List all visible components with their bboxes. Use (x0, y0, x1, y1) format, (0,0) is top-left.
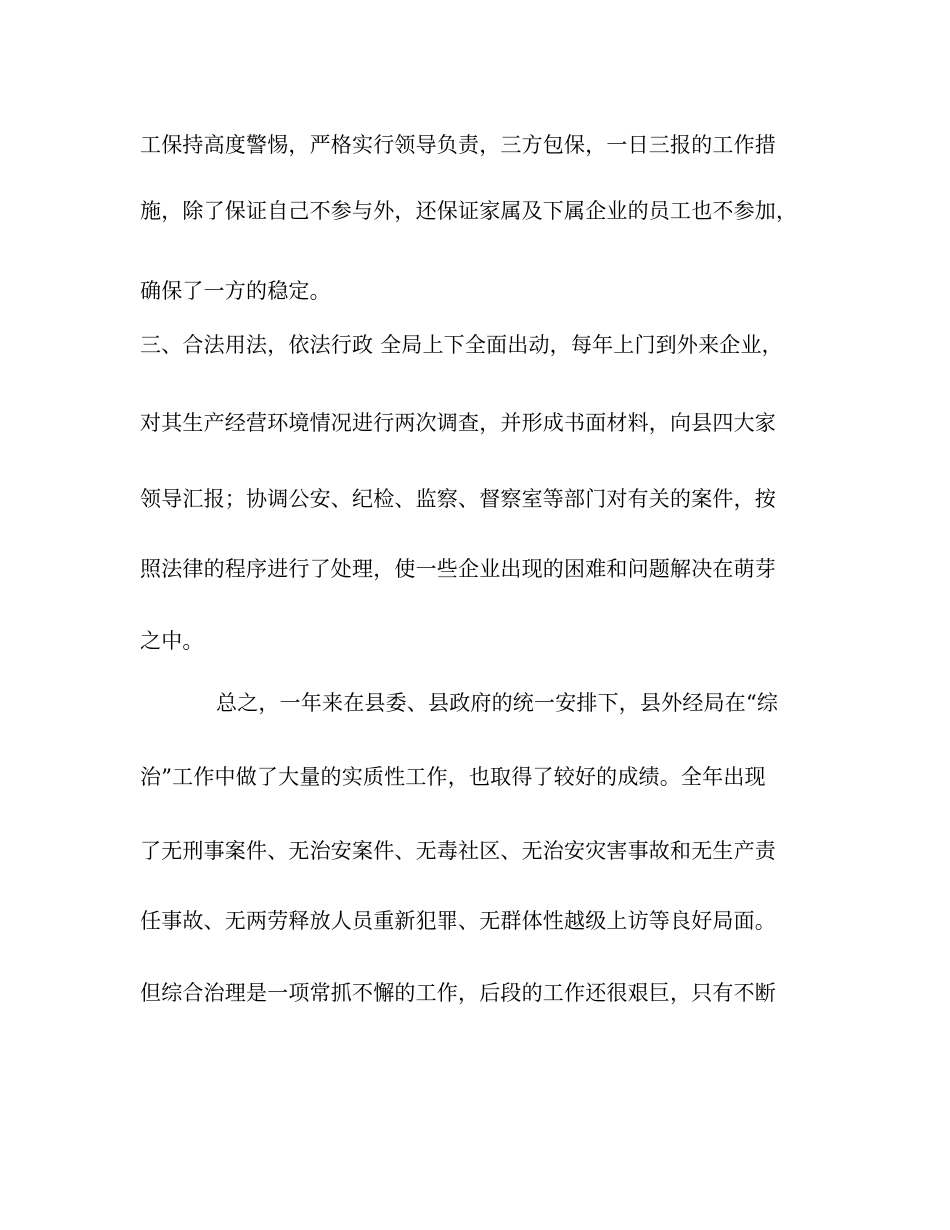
paragraph-line-10: 治”工作中做了大量的实质性工作，也取得了较好的成绩。全年出现 (140, 765, 766, 789)
paragraph-line-3: 确保了一方的稳定。 (140, 279, 331, 303)
paragraph-line-6: 领导汇报；协调公安、纪检、监察、督察室等部门对有关的案件，按 (140, 487, 776, 511)
paragraph-line-12: 任事故、无两劳释放人员重新犯罪、无群体性越级上访等良好局面。 (140, 909, 776, 933)
paragraph-line-2: 施，除了保证自己不参与外，还保证家属及下属企业的员工也不参加， (140, 199, 798, 223)
summary-paragraph-start: 总之，一年来在县委、县政府的统一安排下，县外经局在“综 (216, 691, 779, 715)
paragraph-line-7: 照法律的程序进行了处理，使一些企业出现的困难和问题解决在萌芽 (140, 557, 776, 581)
paragraph-line-1: 工保持高度警惕，严格实行领导负责，三方包保，一日三报的工作措 (140, 133, 776, 157)
paragraph-line-8: 之中。 (140, 629, 204, 653)
paragraph-line-5: 对其生产经营环境情况进行两次调查，并形成书面材料，向县四大家 (140, 411, 776, 435)
section-heading-line: 三、合法用法，依法行政 全局上下全面出动，每年上门到外来企业， (140, 333, 783, 357)
paragraph-line-11: 了无刑事案件、无治安案件、无毒社区、无治安灾害事故和无生产责 (140, 839, 776, 863)
paragraph-line-13: 但综合治理是一项常抓不懈的工作，后段的工作还很艰巨，只有不断 (140, 981, 776, 1005)
